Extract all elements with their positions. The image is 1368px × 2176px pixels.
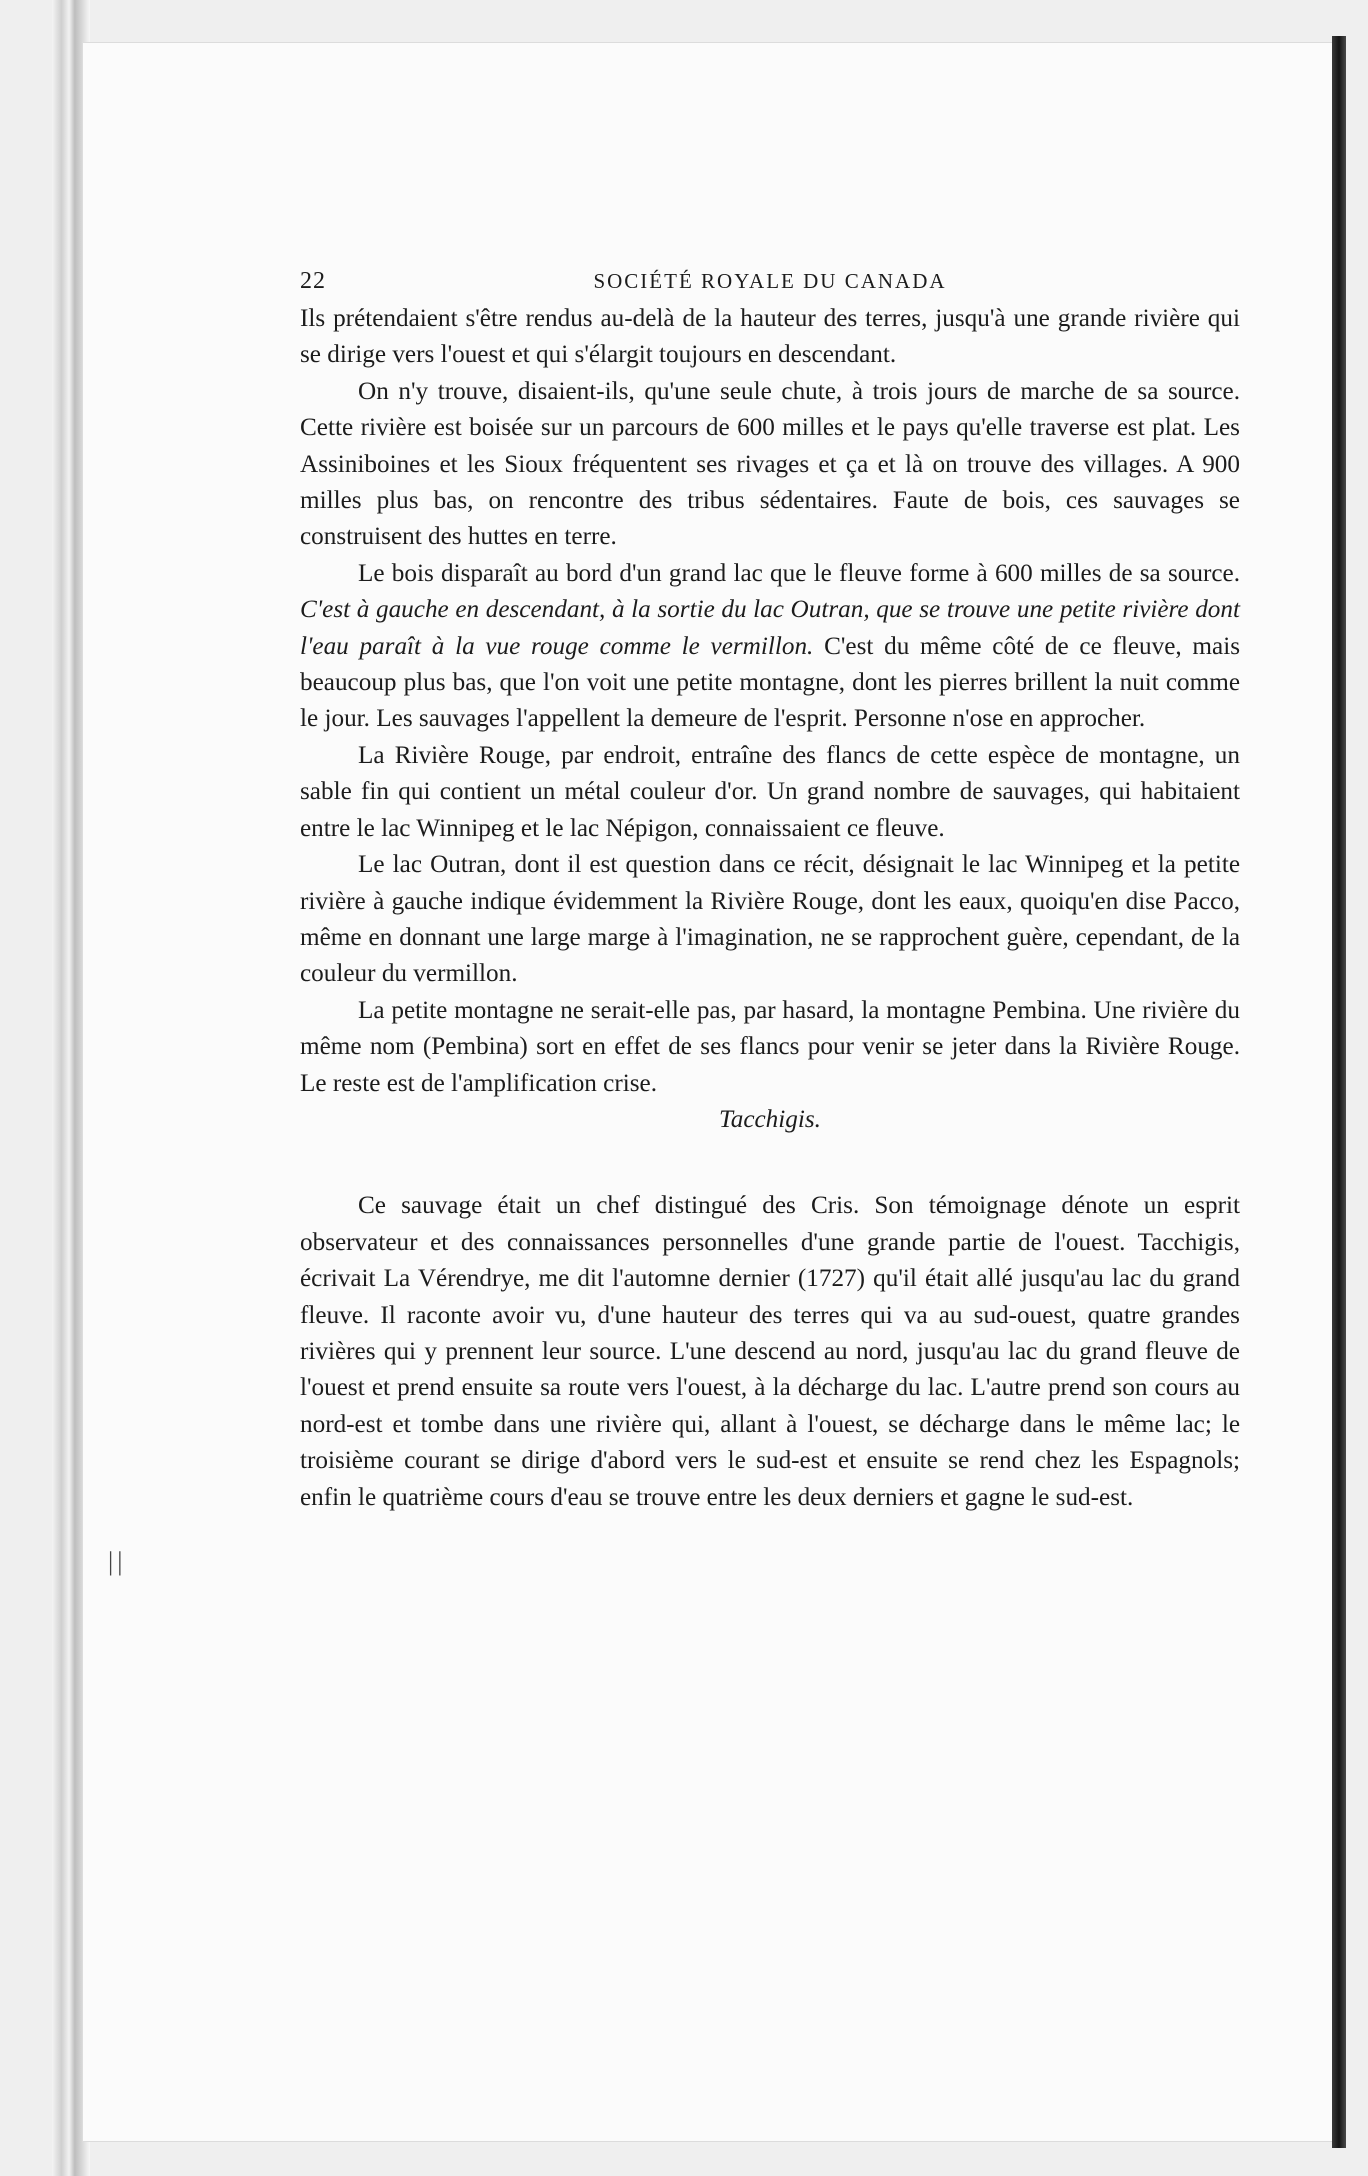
running-title: SOCIÉTÉ ROYALE DU CANADA (593, 269, 947, 293)
paragraph-5: Le lac Outran, dont il est question dans ce récit, désignait le lac Winnipeg et la petite rivière à gauche indique évidemment la Rivière Rouge, dont les eaux, quoiqu'en dise Pacco, même en donnant une large marge à l'imagination, ne se rapprochent guère, cependant, de la couleur du vermillon. (300, 851, 1240, 988)
paragraph-3-end: C'est du même côté de ce fleuve, mais beaucoup plus bas, que l'on voit une petite montagne, dont les pierres brillent la nuit comme le jour. Les sauvages l'appellent la demeure de l'esprit. Personne n'ose en approcher. (300, 632, 1241, 733)
paragraph-3 (300, 556, 1240, 738)
paragraph-4: La Rivière Rouge, par endroit, entraîne des flancs de cette espèce de montagne, un sable fin qui contient un métal couleur d'or. Un grand nombre de sauvages, qui habitaient entre le lac Winnipeg et le lac Népigon, connaissaient ce fleuve. (300, 741, 1240, 842)
paragraph-3-italic-quote: C'est à gauche en descendant, à la sortie du lac Outran, que se trouve une petite rivière dont l'eau paraît à la vue rouge comme le vermillon. (300, 596, 1240, 660)
running-header (300, 255, 1240, 301)
page-number: 22 (300, 268, 326, 294)
paragraph-7: Ce sauvage était un chef distingué des Cris. Son témoignage dénote un esprit observateur et des connaissances personnelles d'une grande partie de l'ouest. Tacchigis, écrivait La Vérendrye, me dit l'automne dernier (1727) qu'il était allé jusqu'au lac du grand fleuve. Il raconte avoir vu, d'une hauteur des terres qui va au sud-ouest, quatre grandes rivières qui y prennent leur source. L'une descend au nord, jusqu'au lac du grand fleuve de l'ouest et prend ensuite sa route vers l'ouest, à la décharge du lac. L'autre prend son cours au nord-est et tombe dans une rivière qui, allant à l'ouest, se décharge dans le même lac; le troisième courant se dirige d'abord vers le sud-est et ensuite se rend chez les Espagnols; enfin le quatrième cours d'eau se trouve entre les deux derniers et gagne le sud-est. (300, 1192, 1240, 1511)
page-right-edge-shadow (1332, 36, 1346, 2148)
page-text-block (300, 255, 1240, 1516)
gutter-mark: || (108, 1547, 127, 1576)
paragraph-6: La petite montagne ne serait-elle pas, par hasard, la montagne Pembina. Une rivière du même nom (Pembina) sort en effet de ses flancs pour venir se jeter dans la Rivière Rouge. Le reste est de l'amplification crise. (300, 996, 1240, 1097)
paragraph-2: On n'y trouve, disaient-ils, qu'une seule chute, à trois jours de marche de sa source. Cette rivière est boisée sur un parcours de 600 milles et le pays qu'elle traverse est plat. Les Assiniboines et les Sioux fréquentent ses rivages et ça et là on trouve des villages. A 900 milles plus bas, on rencontre des tribus sédentaires. Faute de bois, ces sauvages se construisent des huttes en terre. (300, 377, 1240, 551)
paragraph-3-start: Le bois disparaît au bord d'un grand lac que le fleuve forme à 600 milles de sa source. (358, 559, 1240, 587)
section-heading: Tacchigis. (719, 1105, 821, 1133)
paragraph-1: Ils prétendaient s'être rendus au-delà de la hauteur des terres, jusqu'à une grande rivière qui se dirige vers l'ouest et qui s'élargit toujours en descendant. (300, 305, 1240, 369)
